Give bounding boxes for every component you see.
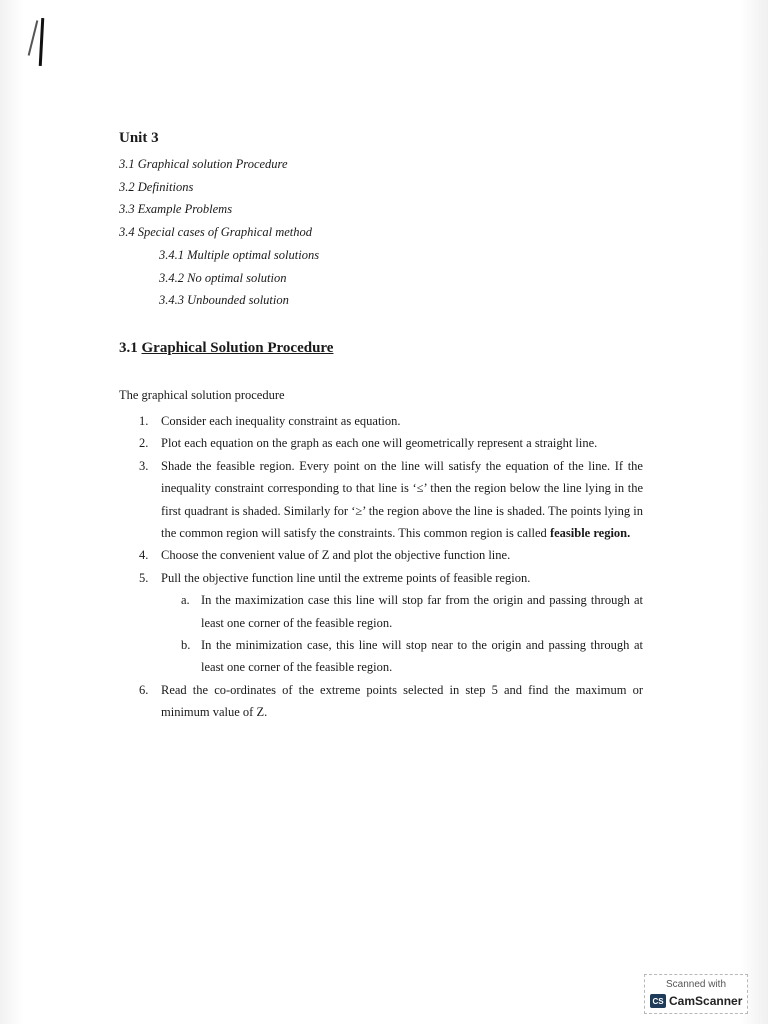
step-text: Shade the feasible region. Every point on the line will satisfy the equation of the line. If the inequality constraint corresponding to that line is ‘≤’ then the region below the line lying in the first quadrant is shaded. Similarly for ‘≥’ the region above the line is shaded. The points lying in the common region will satisfy the constraints. This common region is called: [161, 458, 643, 541]
substep-item: [161, 589, 643, 634]
step-item: [119, 410, 643, 432]
step-number: 4.: [139, 548, 149, 563]
section-heading: [119, 340, 333, 357]
section-title: Graphical Solution Procedure: [141, 340, 334, 356]
step-number: 5.: [139, 570, 149, 585]
toc-item: 3.1 Graphical solution Procedure: [119, 157, 288, 171]
step-item: [119, 679, 643, 724]
step-number: 2.: [139, 436, 149, 451]
camscanner-badge: [644, 974, 748, 1014]
toc-subitem: 3.4.2 No optimal solution: [159, 270, 287, 285]
substep-letter: b.: [181, 638, 191, 653]
toc-subitem: 3.4.3 Unbounded solution: [159, 293, 289, 308]
step-number: 6.: [139, 682, 149, 697]
brand-name: CamScanner: [669, 994, 743, 1008]
toc-item: 3.3 Example Problems: [119, 202, 233, 217]
step-text: Pull the objective function line until the extreme points of feasible region.: [161, 570, 531, 585]
step-text: Consider each inequality constraint as equation.: [161, 414, 401, 428]
intro-text: The graphical solution procedure: [119, 388, 285, 402]
step-text: Choose the convenient value of Z and plot the objective function line.: [161, 548, 511, 563]
step-item: [119, 455, 643, 545]
substep-item: [161, 634, 643, 679]
step-item: [119, 544, 643, 566]
step-item: [119, 432, 643, 454]
step-bold-term: feasible region.: [549, 526, 631, 541]
toc-subitem: 3.4.1 Multiple optimal solutions: [159, 247, 320, 262]
step-text: Read the co-ordinates of the extreme points selected in step 5 and find the maximum or minimum value of Z.: [161, 682, 643, 720]
procedure-steps: [119, 410, 643, 724]
unit-contents: [119, 130, 649, 312]
brand-row: [650, 994, 742, 1008]
step-item: [119, 567, 643, 589]
section-number: 3.1: [119, 340, 138, 356]
toc-item: 3.4 Special cases of Graphical method: [119, 225, 313, 240]
unit-title: Unit 3: [119, 130, 159, 146]
step-number: 1.: [139, 414, 149, 428]
scanned-with-label: Scanned with: [665, 979, 727, 990]
substep-text: In the maximization case this line will stop far from the origin and passing through at least one corner of the feasible region.: [201, 593, 643, 630]
substep-text: In the minimization case, this line will stop near to the origin and passing through at least one corner of the feasible region.: [201, 638, 643, 675]
step-text: Plot each equation on the graph as each one will geometrically represent a straight line.: [161, 436, 598, 451]
substep-letter: a.: [181, 593, 190, 608]
camscanner-logo-icon: CS: [650, 994, 666, 1008]
toc-item: 3.2 Definitions: [119, 179, 194, 194]
step-number: 3.: [139, 458, 149, 473]
